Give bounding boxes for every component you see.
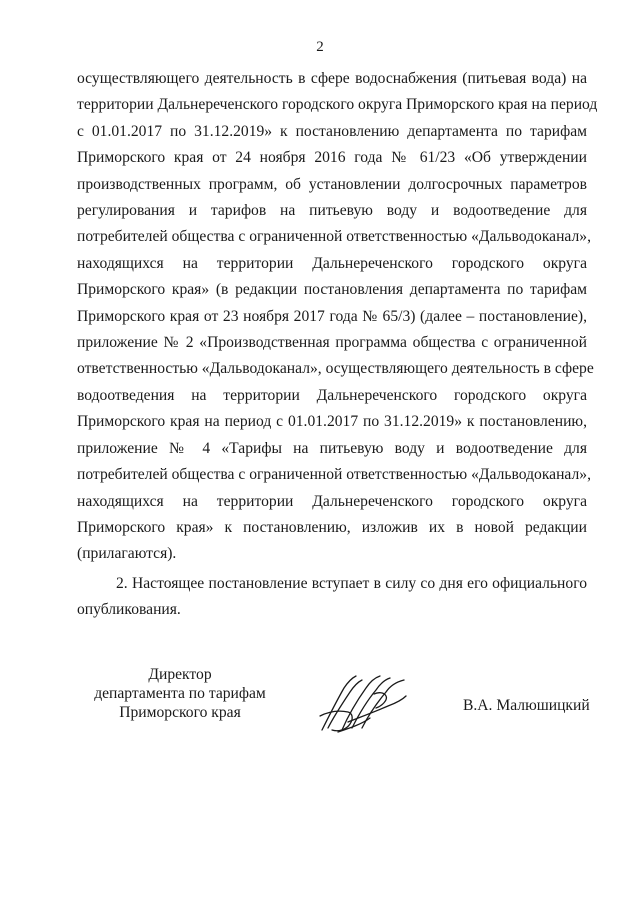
text-line: потребителей общества с ограниченной ответственностью «Дальводоканал»,	[77, 228, 591, 246]
body-text	[77, 66, 598, 624]
text-line: регулирования и тарифов на питьевую воду и водоотведение для	[77, 202, 587, 220]
text-line: водоотведения на территории Дальнереченского городского округа	[77, 386, 587, 404]
signatory-title-line: Директор	[148, 666, 212, 683]
paragraph-1	[77, 66, 598, 568]
text-line: Приморского края от 24 ноября 2016 года № 61/23 «Об утверждении	[77, 149, 587, 167]
signatory-title	[80, 665, 280, 722]
handwritten-signature	[318, 672, 410, 734]
text-line: приложение № 2 «Производственная программа общества с ограниченной	[77, 334, 587, 352]
signatory-title-line: Приморского края	[119, 704, 241, 721]
text-line: территории Дальнереченского городского округа Приморского края на период	[77, 96, 598, 114]
text-line: ответственностью «Дальводоканал», осуществляющего деятельность в сфере	[77, 360, 594, 378]
text-line: Приморского края от 23 ноября 2017 года № 65/3) (далее – постановление),	[77, 307, 587, 325]
text-line: осуществляющего деятельность в сфере водоснабжения (питьевая вода) на	[77, 70, 587, 87]
signatory-title-line: департамента по тарифам	[94, 685, 266, 702]
page-number: 2	[316, 39, 324, 55]
text-line: находящихся на территории Дальнереченского городского округа	[77, 492, 587, 510]
signatory-name: В.А. Малюшицкий	[463, 697, 590, 714]
text-line: с 01.01.2017 по 31.12.2019» к постановлению департамента по тарифам	[77, 122, 587, 140]
text-line: 2. Настоящее постановление вступает в силу со дня его официального	[116, 574, 587, 592]
text-line: (прилагаются).	[77, 545, 177, 563]
paragraph-2	[77, 571, 587, 624]
text-line: приложение № 4 «Тарифы на питьевую воду и водоотведение для	[77, 439, 587, 457]
text-line: опубликования.	[77, 601, 181, 619]
text-line: Приморского края» к постановлению, изложив их в новой редакции	[77, 518, 587, 536]
text-line: находящихся на территории Дальнереченского городского округа	[77, 254, 587, 272]
text-line: производственных программ, об установлении долгосрочных параметров	[77, 175, 587, 193]
text-line: потребителей общества с ограниченной ответственностью «Дальводоканал»,	[77, 466, 591, 484]
text-line: Приморского края на период с 01.01.2017 по 31.12.2019» к постановлению,	[77, 413, 587, 431]
text-line: Приморского края» (в редакции постановления департамента по тарифам	[77, 281, 587, 299]
